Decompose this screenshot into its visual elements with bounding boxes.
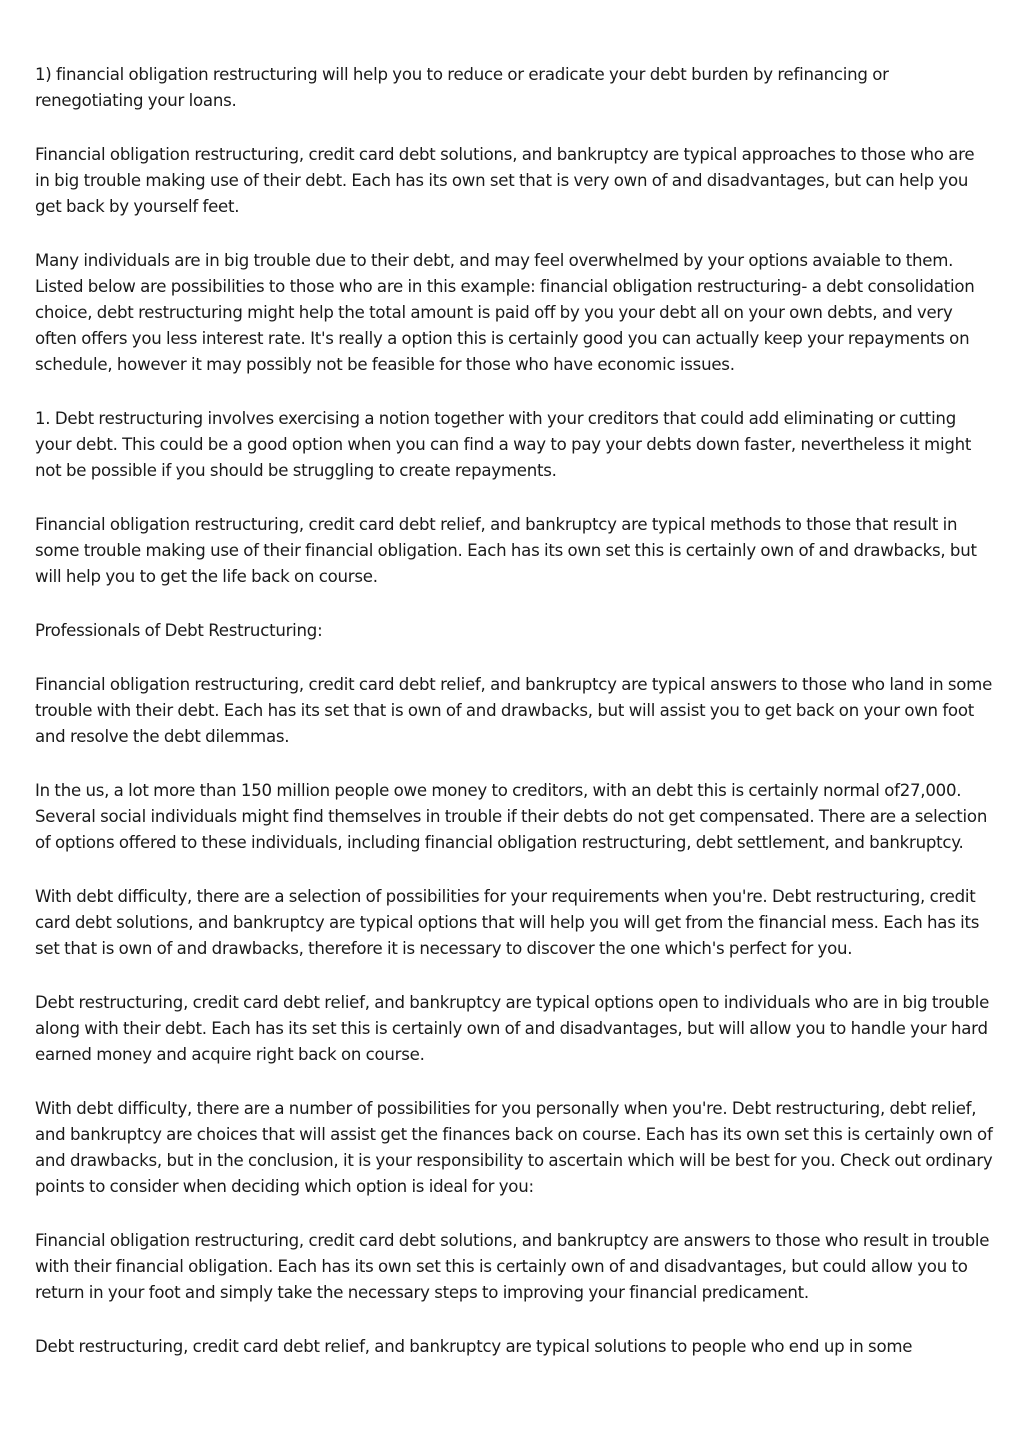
- paragraph-9: With debt difficulty, there are a selection of possibilities for your requirements when you're. Debt restructuring, credit card debt solutions, and bankruptcy are typical options that will help you will get from the financial mess. Each has its set that is own of and drawbacks, therefore it is necessary to discover the one which's perfect for you.: [35, 887, 980, 958]
- document-body: [35, 62, 993, 1360]
- paragraph-1: 1) financial obligation restructuring will help you to reduce or eradicate your debt burden by refinancing or renegotiating your loans.: [35, 65, 889, 110]
- paragraph-6-heading: Professionals of Debt Restructuring:: [35, 621, 323, 640]
- paragraph-10: Debt restructuring, credit card debt relief, and bankruptcy are typical options open to individuals who are in big trouble along with their debt. Each has its set this is certainly own of and disadvantages, but will allow you to handle your hard earned money and acquire right back on course.: [35, 993, 990, 1064]
- paragraph-13: Debt restructuring, credit card debt relief, and bankruptcy are typical solutions to people who end up in some: [35, 1337, 913, 1356]
- paragraph-7: Financial obligation restructuring, credit card debt relief, and bankruptcy are typical answers to those who land in some trouble with their debt. Each has its set that is own of and drawbacks, but will assist you to get back on your own foot and resolve the debt dilemmas.: [35, 675, 993, 746]
- paragraph-8: In the us, a lot more than 150 million people owe money to creditors, with an debt this is certainly normal of27,000. Several social individuals might find themselves in trouble if their debts do not get compensated. There are a selection of options offered to these individuals, including financial obligation restructuring, debt settlement, and bankruptcy.: [35, 781, 988, 852]
- paragraph-3: Many individuals are in big trouble due to their debt, and may feel overwhelmed by your options avaiable to them. Listed below are possibilities to those who are in this example: financial obligation restructuring- a debt consolidation choice, debt restructuring might help the total amount is paid off by you your debt all on your own debts, and very often offers you less interest rate. It's really a option this is certainly good you can actually keep your repayments on schedule, however it may possibly not be feasible for those who have economic issues.: [35, 251, 975, 374]
- paragraph-12: Financial obligation restructuring, credit card debt solutions, and bankruptcy are answers to those who result in trouble with their financial obligation. Each has its own set this is certainly own of and disadvantages, but could allow you to return in your foot and simply take the necessary steps to improving your financial predicament.: [35, 1231, 990, 1302]
- paragraph-2: Financial obligation restructuring, credit card debt solutions, and bankruptcy are typical approaches to those who are in big trouble making use of their debt. Each has its own set that is very own of and disadvantages, but can help you get back by yourself feet.: [35, 145, 975, 216]
- paragraph-5: Financial obligation restructuring, credit card debt relief, and bankruptcy are typical methods to those that result in some trouble making use of their financial obligation. Each has its own set this is certainly own of and drawbacks, but will help you to get the life back on course.: [35, 515, 977, 586]
- paragraph-4: 1. Debt restructuring involves exercising a notion together with your creditors that could add eliminating or cutting your debt. This could be a good option when you can find a way to pay your debts down faster, nevertheless it might not be possible if you should be struggling to create repayments.: [35, 409, 972, 480]
- paragraph-11: With debt difficulty, there are a number of possibilities for you personally when you're. Debt restructuring, debt relief, and bankruptcy are choices that will assist get the finances back on course. Each has its own set this is certainly own of and drawbacks, but in the conclusion, it is your responsibility to ascertain which will be best for you. Check out ordinary points to consider when deciding which option is ideal for you:: [35, 1099, 993, 1196]
